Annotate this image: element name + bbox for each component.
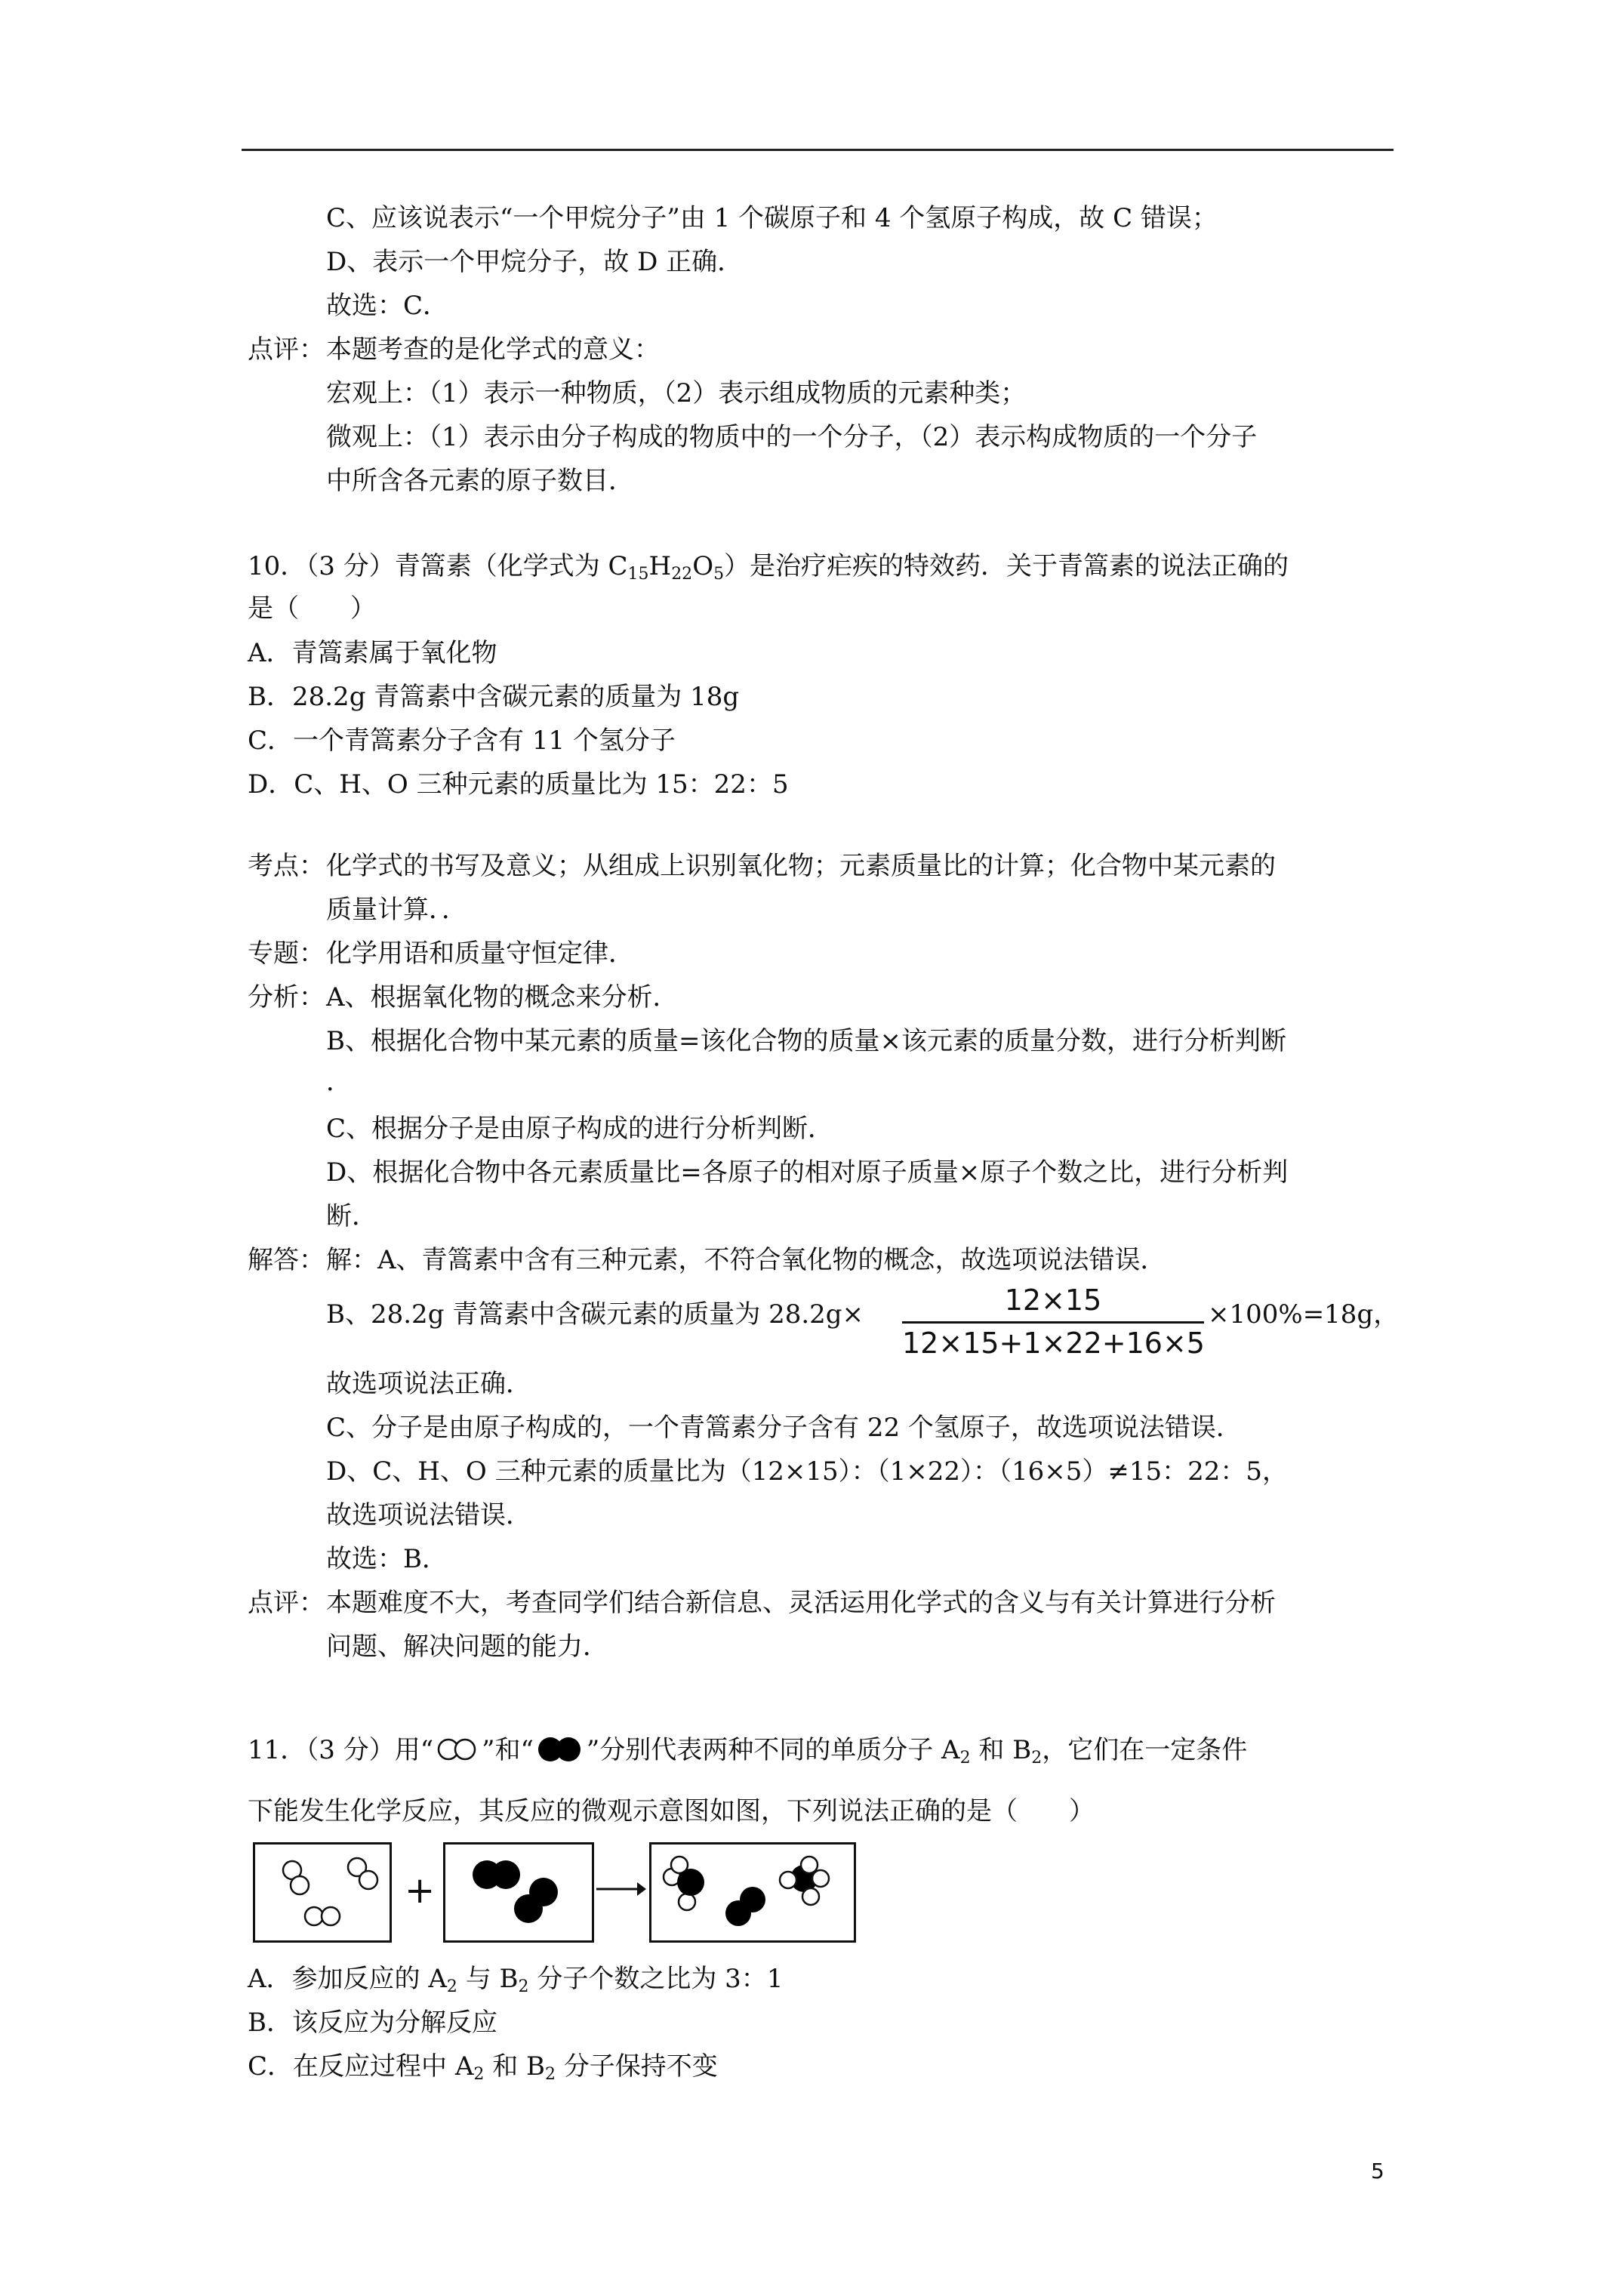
plus-sign: + — [405, 1869, 436, 1912]
fenxi-text: A、根据氧化物的概念来分析． — [326, 982, 679, 1012]
black-atom — [725, 1900, 751, 1926]
page-number: 5 — [1371, 2159, 1384, 2184]
comment-text: 宏观上：（1）表示一种物质，（2）表示组成物质的元素种类； — [326, 378, 1027, 408]
text-line: C、应该说表示“一个甲烷分子”由 1 个碳原子和 4 个氢原子构成，故 C 错误； — [326, 203, 1218, 233]
white-molecule-icon — [433, 1736, 482, 1763]
comment-text: 中所含各元素的原子数目． — [326, 466, 634, 496]
white-atom — [359, 1871, 377, 1889]
text-line: D、表示一个甲烷分子，故 D 正确． — [326, 247, 744, 277]
black-atom — [491, 1860, 520, 1889]
fenxi-text: B、根据化合物中某元素的质量=该化合物的质量×该元素的质量分数，进行分析判断 — [326, 1026, 1286, 1056]
white-atom — [305, 1907, 323, 1925]
comment-text: 微观上：（1）表示由分子构成的物质中的一个分子，（2）表示构成物质的一个分子 — [326, 422, 1258, 452]
white-atom — [780, 1872, 796, 1888]
q11-option-a: A．参加反应的 $A_2$ 与 $B_2$ 分子个数之比为 3：1 — [248, 1964, 784, 1996]
question-11-stem: 11．（3 分）用“ ”和“ ”分别代表两种不同的单质分子 $A_2$ 和 $B_2$，它们在一定条件 — [248, 1735, 1248, 1767]
question-10-stem-line2: 是（ ） — [248, 593, 376, 624]
comment-text: 本题考查的是化学式的意义： — [326, 334, 660, 365]
zhuanti-text: 化学用语和质量守恒定律． — [326, 938, 634, 969]
product-molecules — [651, 1845, 854, 1940]
reactant-b2-box — [443, 1842, 594, 1943]
q11-option-b: B．该反应为分解反应 — [248, 2008, 497, 2038]
jieda-text: C、分子是由原子构成的，一个青篙素分子含有 22 个氢原子，故选项说法错误． — [326, 1413, 1242, 1443]
header-rule — [242, 149, 1394, 151]
dianping-label: 点评： — [248, 1588, 325, 1618]
jieda-text: 解：A、青篙素中含有三种元素，不符合氧化物的概念，故选项说法错误． — [326, 1245, 1166, 1275]
jieda-text: 故选：B． — [326, 1544, 448, 1574]
question-10-stem: 10．（3 分）青篙素（化学式为 $C_{15}H_{22}O_5$）是治疗疟疾的特效药．关于青篙素的说法正确的 — [248, 551, 1289, 584]
fraction — [902, 1284, 1204, 1360]
kaodian-text: 质量计算．． — [326, 895, 467, 925]
fenxi-text: C、根据分子是由原子构成的进行分析判断． — [326, 1114, 834, 1144]
kaodian-label: 考点： — [248, 851, 325, 881]
reactant-a2-box — [253, 1842, 392, 1943]
white-atom — [322, 1907, 340, 1925]
question-11-stem-line2: 下能发生化学反应，其反应的微观示意图如图，下列说法正确的是（ ） — [248, 1796, 1095, 1826]
product-box — [649, 1842, 856, 1943]
fraction-numerator: 12×15 — [1004, 1284, 1102, 1317]
fenxi-text: ． — [326, 1067, 352, 1097]
a2-molecules — [255, 1845, 390, 1940]
fraction-denominator: 12×15+1×22+16×5 — [902, 1327, 1205, 1360]
white-atom — [679, 1894, 695, 1910]
white-atom — [812, 1870, 829, 1887]
q11-option-c: C．在反应过程中 $A_2$ 和 $B_2$ 分子保持不变 — [248, 2051, 718, 2084]
reaction-arrow — [595, 1878, 648, 1900]
fraction-bar — [902, 1321, 1204, 1324]
jieda-text: D、C、H、O 三种元素的质量比为（12×15）：（1×22）：（16×5）≠15：22：5， — [326, 1456, 1289, 1487]
zhuanti-label: 专题： — [248, 938, 325, 969]
jieda-text: B、28.2g 青篙素中含碳元素的质量为 28.2g× — [326, 1299, 864, 1330]
white-atom — [802, 1888, 819, 1905]
option-c: C．一个青篙素分子含有 11 个氢分子 — [248, 726, 676, 756]
black-molecule-icon — [534, 1734, 587, 1764]
white-atom — [291, 1876, 309, 1894]
fenxi-label: 分析： — [248, 982, 325, 1012]
option-d: D．C、H、O 三种元素的质量比为 15：22：5 — [248, 769, 789, 800]
b2-molecules — [445, 1845, 592, 1940]
comment-label: 点评： — [248, 334, 325, 365]
option-a: A．青篙素属于氧化物 — [248, 638, 497, 668]
fenxi-text: D、根据化合物中各元素质量比=各原子的相对原子质量×原子个数之比，进行分析判 — [326, 1157, 1289, 1188]
white-atom — [801, 1857, 818, 1873]
dianping-text: 本题难度不大，考查同学们结合新信息、灵活运用化学式的含义与有关计算进行分析 — [326, 1588, 1276, 1618]
dianping-text: 问题、解决问题的能力． — [326, 1632, 608, 1662]
option-b: B．28.2g 青篙素中含碳元素的质量为 18g — [248, 682, 740, 712]
jieda-text: ×100%=18g， — [1208, 1299, 1400, 1330]
jieda-label: 解答： — [248, 1245, 325, 1275]
text-line: 故选：C． — [326, 291, 449, 321]
jieda-text: 故选项说法正确． — [326, 1369, 531, 1399]
kaodian-text: 化学式的书写及意义；从组成上识别氧化物；元素质量比的计算；化合物中某元素的 — [326, 851, 1276, 881]
black-atom — [514, 1894, 543, 1923]
fenxi-text: 断． — [326, 1201, 377, 1231]
black-atom — [677, 1869, 704, 1896]
jieda-text: 故选项说法错误． — [326, 1500, 531, 1530]
